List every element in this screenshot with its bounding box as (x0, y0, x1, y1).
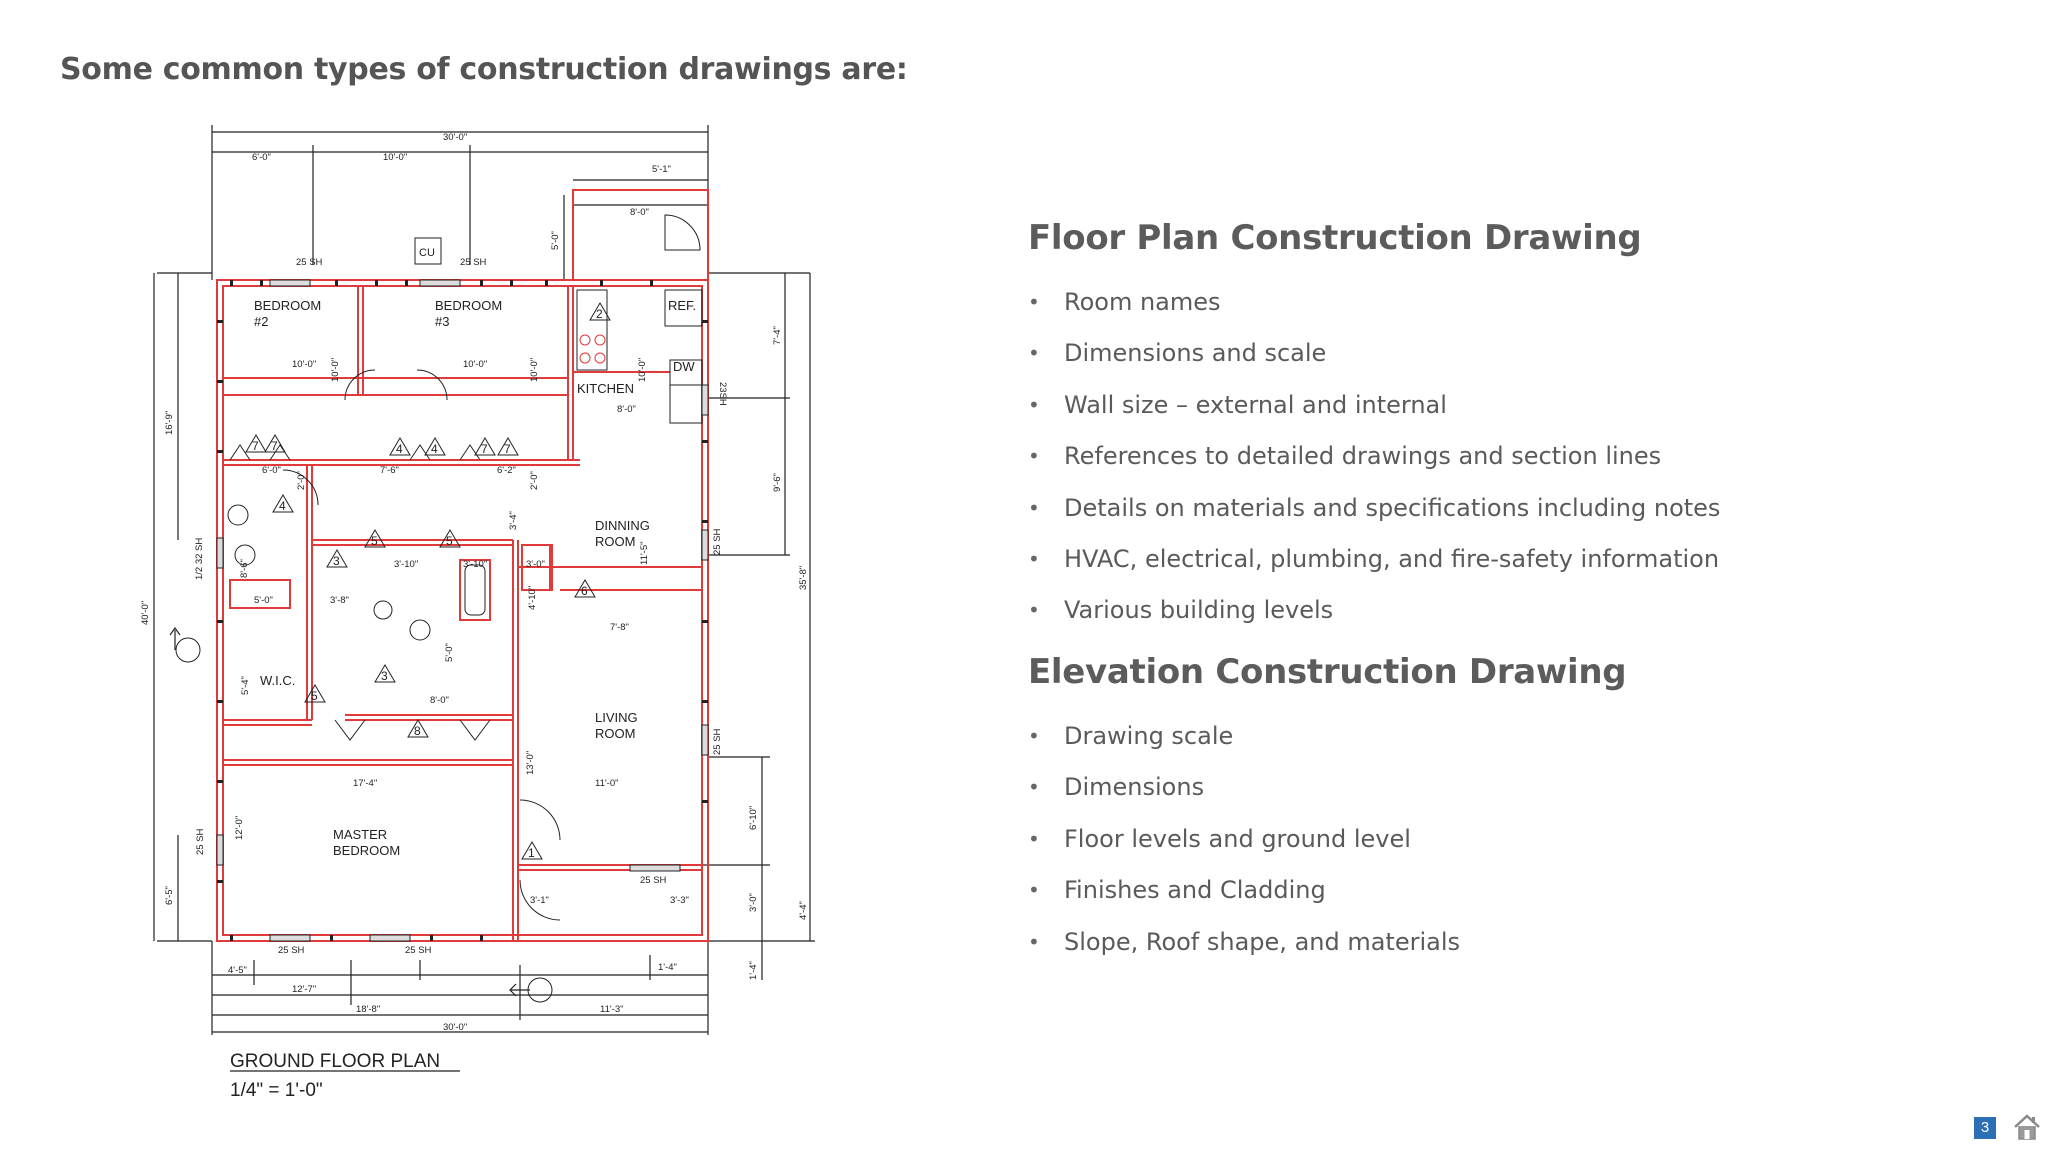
dim-label: 8'-6" (239, 559, 250, 578)
dim-label: 1/2 32 SH (194, 537, 205, 580)
dim-label: 8'-0" (630, 207, 649, 218)
dim-label: 3'-10" (394, 559, 419, 570)
tag-label: 5 (446, 534, 453, 548)
section-title-elevation: Elevation Construction Drawing (1028, 652, 1627, 692)
room-label: ROOM (595, 534, 636, 549)
room-label: BEDROOM (254, 298, 322, 313)
room-label: DW (673, 359, 695, 374)
dim-label: 11'-3" (600, 1004, 624, 1015)
dim-label: 2'-0" (296, 471, 307, 490)
dim-label: 2'-0" (529, 471, 540, 490)
tag-label: 7 (504, 442, 511, 456)
dim-label: 13'-0" (525, 750, 536, 775)
dim-label: 3'-0" (748, 893, 759, 912)
tag-label: 3 (381, 669, 388, 683)
bullet-item: • Dimensions and scale (1028, 337, 1720, 388)
dim-label: 10'-0" (637, 357, 648, 382)
dim-label: 16'-9" (164, 410, 175, 435)
dim-label: 10'-0" (330, 357, 341, 382)
bullet-item: • Slope, Roof shape, and materials (1028, 926, 1460, 977)
dim-label: 5'-0" (254, 595, 273, 606)
windows (217, 280, 708, 941)
dim-label: 6'-10" (748, 805, 759, 830)
dim-label: 6'-5" (164, 886, 175, 905)
dim-label: 3'-0" (526, 559, 545, 570)
dim-label: 6'-0" (262, 465, 281, 476)
tag-label: 5 (371, 534, 378, 548)
tag-label: 7 (481, 442, 488, 456)
bullet-item: • Details on materials and specifications including notes (1028, 492, 1720, 543)
dim-label: 3'-8" (330, 595, 349, 606)
room-label: #2 (254, 314, 269, 329)
dim-label: 30'-0" (443, 132, 468, 143)
tag-label: 2 (596, 307, 603, 321)
dim-label: 25 SH (296, 257, 323, 268)
room-label: DINNING (595, 518, 650, 533)
dim-label: 10'-0" (463, 359, 488, 370)
plan-caption-scale: 1/4" = 1'-0" (230, 1080, 323, 1101)
bullet-item: • HVAC, electrical, plumbing, and fire-safety information (1028, 543, 1720, 594)
tag-label: 4 (431, 442, 438, 456)
room-label: BEDROOM (333, 843, 401, 858)
dim-label: 25 SH (712, 528, 723, 555)
dim-label: 11'-0" (595, 778, 619, 789)
dim-label: 6'-0" (252, 152, 271, 163)
tag-label: 1 (528, 846, 535, 860)
tag-label: 4 (279, 499, 286, 513)
dim-label: 1'-4" (658, 962, 677, 973)
dim-label: 5'-4" (240, 676, 251, 695)
dim-label: 18'-8" (356, 1004, 381, 1015)
tag-label: 4 (396, 442, 403, 456)
bullet-item: • Room names (1028, 286, 1720, 337)
dim-label: 30'-0" (443, 1022, 468, 1033)
dim-label: 10'-0" (383, 152, 408, 163)
section-title-floor-plan: Floor Plan Construction Drawing (1028, 218, 1642, 258)
dim-label: 5'-1" (652, 164, 671, 175)
bullet-item: • Wall size – external and internal (1028, 389, 1720, 440)
tag-label: 7 (271, 439, 278, 453)
dim-label: 23SH (717, 382, 728, 406)
tag-label: 8 (414, 724, 421, 738)
dim-label: 40'-0" (140, 600, 151, 625)
room-label: LIVING (595, 710, 638, 725)
dim-label: 3'-1" (530, 895, 549, 906)
room-label: #3 (435, 314, 450, 329)
closet-doors (230, 445, 490, 740)
wall-hatch (217, 280, 708, 941)
tag-label: 5 (311, 689, 318, 703)
dim-label: 25 SH (195, 828, 206, 855)
floor-plan-drawing (130, 120, 840, 1110)
dim-label: 1'-4" (748, 961, 759, 980)
tag-label: 7 (252, 439, 259, 453)
dim-label: 25 SH (712, 728, 723, 755)
dim-label: 8'-0" (617, 404, 636, 415)
room-label: W.I.C. (260, 673, 296, 688)
floor-plan-figure (130, 120, 840, 1110)
dim-label: 7'-8" (610, 622, 629, 633)
dim-label: 25 SH (640, 875, 667, 886)
room-label: REF. (668, 298, 697, 313)
bullet-item: • Finishes and Cladding (1028, 874, 1460, 925)
dim-label: 7'-6" (380, 465, 399, 476)
dim-label: 25 SH (405, 945, 432, 956)
home-icon[interactable] (2012, 1112, 2042, 1142)
dim-label: 25 SH (460, 257, 487, 268)
room-label: ROOM (595, 726, 636, 741)
page-number-badge[interactable]: 3 (1974, 1117, 1996, 1139)
room-label: KITCHEN (577, 381, 635, 396)
bullet-item: • Floor levels and ground level (1028, 823, 1460, 874)
room-label: CU (419, 247, 435, 259)
tag-markers (246, 303, 610, 859)
dim-label: 10'-0" (529, 357, 540, 382)
dim-label: 4'-5" (228, 965, 247, 976)
dim-label: 25 SH (278, 945, 305, 956)
dim-label: 17'-4" (353, 778, 378, 789)
dim-label: 8'-0" (430, 695, 449, 706)
dim-label: 35'-8" (798, 565, 809, 590)
dim-label: 3'-10" (463, 559, 488, 570)
dim-label: 11'-5" (639, 541, 650, 565)
bullet-item: • Various building levels (1028, 594, 1720, 645)
tag-label: 3 (333, 554, 340, 568)
dim-label: 12'-0" (234, 815, 245, 840)
dim-label: 4'-4" (798, 901, 809, 920)
elevation-bullets (1028, 720, 1460, 977)
dim-label: 12'-7" (292, 984, 317, 995)
bullet-item: • Drawing scale (1028, 720, 1460, 771)
bullet-item: • References to detailed drawings and section lines (1028, 440, 1720, 491)
dim-label: 5'-0" (550, 231, 561, 250)
dim-label: 4'-10" (527, 585, 538, 610)
floor-plan-bullets (1028, 286, 1720, 646)
dim-label: 5'-0" (444, 643, 455, 662)
dim-label: 6'-2" (497, 465, 516, 476)
tag-label: 6 (581, 584, 588, 598)
bullet-item: • Dimensions (1028, 771, 1460, 822)
dim-label: 3'-3" (670, 895, 689, 906)
dim-label: 3'-4" (508, 511, 519, 530)
room-label: BEDROOM (435, 298, 503, 313)
dim-label: 7'-4" (772, 326, 783, 345)
dim-label: 10'-0" (292, 359, 317, 370)
dim-label: 9'-6" (772, 473, 783, 492)
plan-caption-title: GROUND FLOOR PLAN (230, 1051, 441, 1072)
room-label: MASTER (333, 827, 388, 842)
slide-heading: Some common types of construction drawings are: (60, 52, 908, 87)
